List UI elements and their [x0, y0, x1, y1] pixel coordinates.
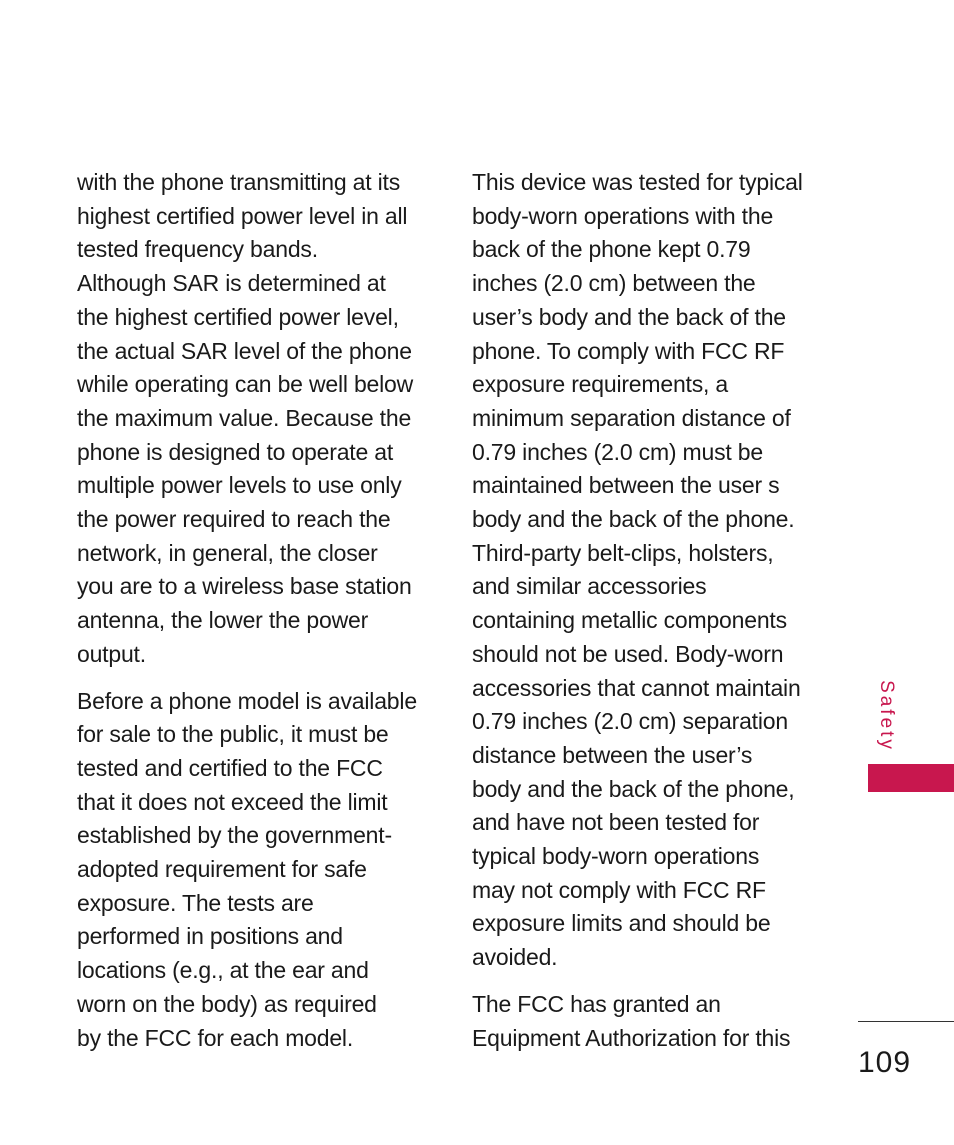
- text-line: 0.79 inches (2.0 cm) separation: [472, 708, 788, 735]
- text-line: Equipment Authorization for this: [472, 1024, 791, 1051]
- text-line: tested frequency bands.: [77, 236, 318, 263]
- text-line: exposure. The tests are: [77, 889, 314, 916]
- text-line: containing metallic components: [472, 607, 787, 634]
- paragraph-spacer: [77, 672, 437, 685]
- text-line: the maximum value. Because the: [77, 404, 412, 431]
- page-number: 109: [858, 1046, 912, 1079]
- text-line: highest certified power level in all: [77, 202, 408, 229]
- text-line: by the FCC for each model.: [77, 1024, 354, 1051]
- text-line: maintained between the user s: [472, 472, 780, 499]
- text-line: the highest certified power level,: [77, 303, 399, 330]
- text-line: locations (e.g., at the ear and: [77, 957, 369, 984]
- paragraph: [77, 166, 437, 672]
- text-line: and similar accessories: [472, 573, 707, 600]
- text-line: The FCC has granted an: [472, 990, 721, 1017]
- right-column: [472, 166, 832, 1055]
- text-line: network, in general, the closer: [77, 539, 378, 566]
- text-line: antenna, the lower the power: [77, 607, 369, 634]
- text-line: may not comply with FCC RF: [472, 876, 766, 903]
- text-line: established by the government-: [77, 822, 392, 849]
- text-line: user’s body and the back of the: [472, 303, 786, 330]
- text-line: back of the phone kept 0.79: [472, 236, 751, 263]
- text-line: with the phone transmitting at its: [77, 169, 401, 195]
- text-line: typical body-worn operations: [472, 843, 760, 870]
- text-line: minimum separation distance of: [472, 404, 791, 431]
- text-line: that it does not exceed the limit: [77, 788, 388, 815]
- text-line: performed in positions and: [77, 923, 343, 950]
- paragraph: [472, 166, 832, 975]
- text-line: Although SAR is determined at: [77, 270, 386, 297]
- text-line: accessories that cannot maintain: [472, 674, 801, 701]
- text-line: and have not been tested for: [472, 809, 760, 836]
- text-line: body and the back of the phone,: [472, 775, 795, 802]
- text-line: multiple power levels to use only: [77, 472, 402, 499]
- text-line: phone is designed to operate at: [77, 438, 394, 465]
- text-line: you are to a wireless base station: [77, 573, 412, 600]
- text-line: body-worn operations with the: [472, 202, 774, 229]
- left-column: [77, 166, 437, 1055]
- text-line: should not be used. Body-worn: [472, 640, 784, 667]
- text-line: exposure requirements, a: [472, 371, 729, 398]
- text-line: exposure limits and should be: [472, 910, 771, 937]
- text-line: the actual SAR level of the phone: [77, 337, 412, 364]
- text-line: output.: [77, 640, 146, 667]
- footer-divider: [858, 1021, 954, 1022]
- text-line: worn on the body) as required: [77, 990, 377, 1017]
- text-line: body and the back of the phone.: [472, 506, 795, 533]
- text-line: tested and certified to the FCC: [77, 754, 383, 781]
- section-tab-label: Safety: [876, 680, 897, 752]
- text-line: the power required to reach the: [77, 506, 391, 533]
- text-line: for sale to the public, it must be: [77, 721, 389, 748]
- text-line: 0.79 inches (2.0 cm) must be: [472, 438, 763, 465]
- paragraph-spacer: [472, 975, 832, 988]
- text-line: while operating can be well below: [77, 371, 414, 398]
- text-line: adopted requirement for safe: [77, 856, 367, 883]
- paragraph: [77, 685, 437, 1056]
- text-line: Third-party belt-clips, holsters,: [472, 539, 774, 566]
- text-line: avoided.: [472, 944, 558, 971]
- section-tab-marker: [868, 764, 954, 792]
- text-line: This device was tested for typical: [472, 169, 803, 195]
- text-line: Before a phone model is available: [77, 687, 417, 714]
- text-line: phone. To comply with FCC RF: [472, 337, 785, 364]
- paragraph: [472, 988, 832, 1055]
- text-line: distance between the user’s: [472, 741, 753, 768]
- text-line: inches (2.0 cm) between the: [472, 270, 756, 297]
